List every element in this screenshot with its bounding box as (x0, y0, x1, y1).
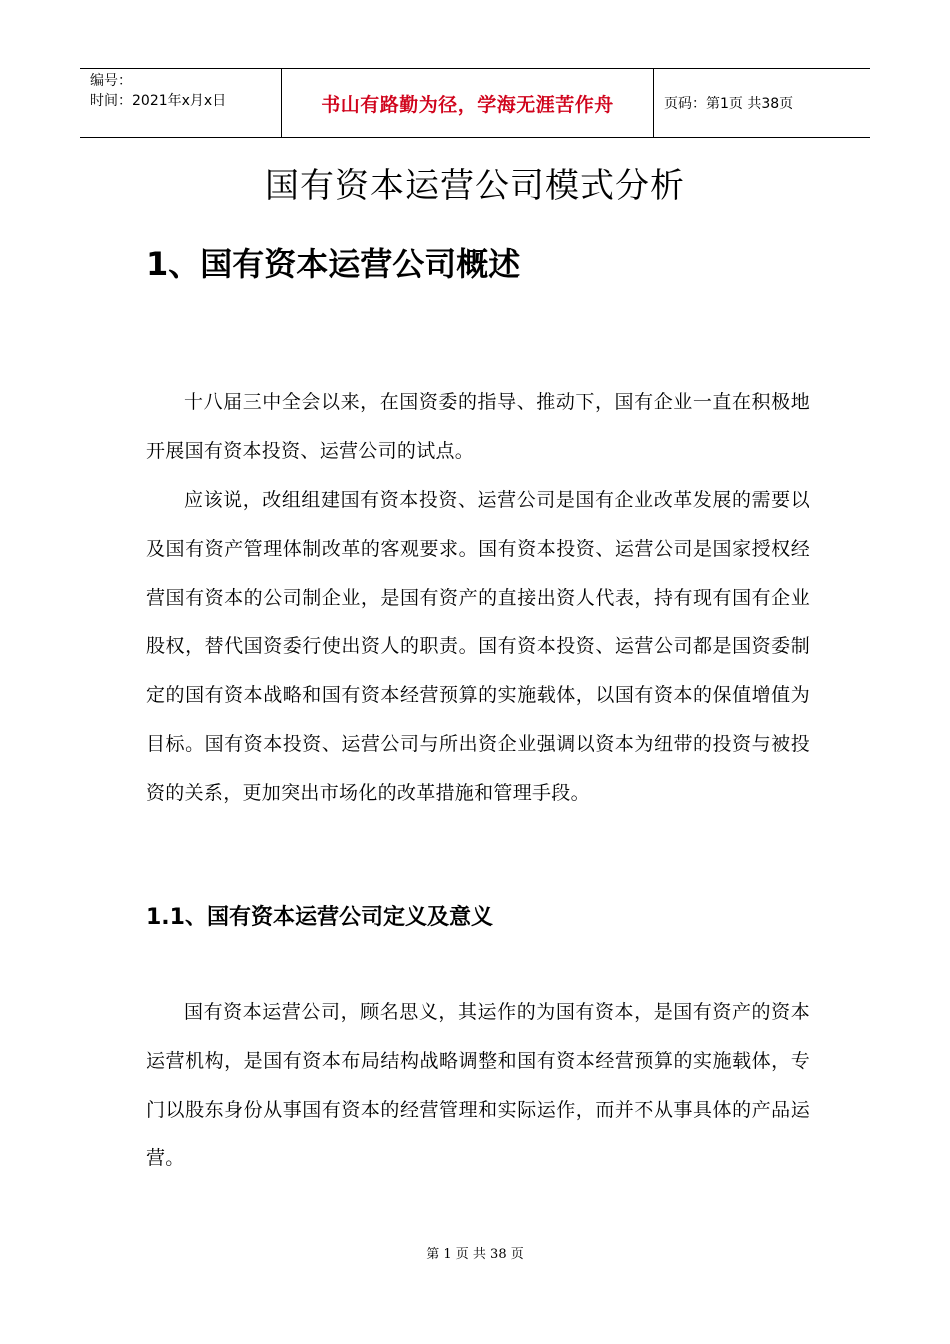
document-number-label: 编号： (90, 73, 132, 89)
page-footer: 第 1 页 共 38 页 (426, 1247, 524, 1262)
paragraph-intro: 十八届三中全会以来，在国资委的指导、推动下，国有企业一直在积极地开展国有资本投资、运营公司的试点。 (146, 391, 810, 462)
document-time-label: 时间：2021年x月x日 (90, 93, 227, 109)
header-table (80, 68, 870, 138)
header-meta-cell (80, 69, 282, 137)
header-motto: 书山有路勤为径，学海无涯苦作舟 (282, 69, 654, 137)
section-1-heading: 1、国有资本运营公司概述 (146, 245, 521, 283)
paragraph-definition: 国有资本运营公司，顾名思义，其运作的为国有资本，是国有资产的资本运营机构，是国有资本布局结构战略调整和国有资本经营预算的实施载体，专门以股东身份从事国有资本的经营管理和实际运作，而并不从事具体的产品运营。 (146, 1001, 810, 1170)
header-page-info: 页码：第1页 共38页 (664, 96, 794, 112)
paragraph-reform: 应该说，改组组建国有资本投资、运营公司是国有企业改革发展的需要以及国有资产管理体制改革的客观要求。国有资本投资、运营公司是国家授权经营国有资本的公司制企业，是国有资产的直接出资人代表，持有现有国有企业股权，替代国资委行使出资人的职责。国有资本投资、运营公司都是国资委制定的国有资本战略和国有资本经营预算的实施载体，以国有资本的保值增值为目标。国有资本投资、运营公司与所出资企业强调以资本为纽带的投资与被投资的关系，更加突出市场化的改革措施和管理手段。 (146, 489, 810, 804)
document-title: 国有资本运营公司模式分析 (265, 166, 685, 206)
section-1-1-heading: 1.1、国有资本运营公司定义及意义 (146, 905, 493, 930)
